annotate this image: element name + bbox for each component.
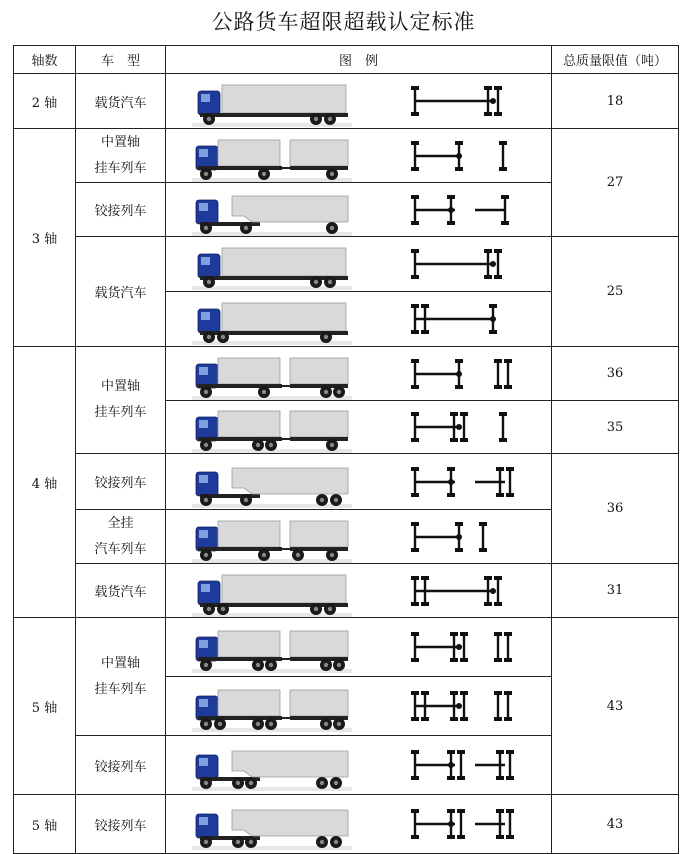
weight-limit: 35 <box>552 401 679 454</box>
header-type: 车 型 <box>76 46 166 74</box>
vehicle-figure <box>166 454 552 510</box>
vehicle-figure <box>166 292 552 347</box>
header-figure: 图 例 <box>166 46 552 74</box>
weight-limit: 43 <box>552 795 679 854</box>
truck-rendering-icon <box>192 401 352 453</box>
vehicle-type: 载货汽车 <box>76 74 166 129</box>
articulated-5axle-icon <box>405 739 525 791</box>
table-header-row <box>14 46 679 74</box>
vehicle-figure <box>166 677 552 736</box>
axle-count: 2 轴 <box>14 74 76 129</box>
axle-count: 5 轴 <box>14 618 76 795</box>
page-title: 公路货车超限超载认定标准 <box>211 10 476 34</box>
axle-count: 4 轴 <box>14 347 76 618</box>
truck-rendering-icon <box>192 184 352 236</box>
truck-rendering-icon <box>192 511 352 563</box>
vehicle-figure <box>166 795 552 854</box>
center-axle-trailer-5axle-b-icon <box>405 680 525 732</box>
vehicle-figure <box>166 401 552 454</box>
vehicle-figure <box>166 510 552 564</box>
vehicle-figure <box>166 237 552 292</box>
truck-rendering-icon <box>192 456 352 508</box>
articulated-3axle-icon <box>405 184 525 236</box>
vehicle-figure <box>166 183 552 237</box>
vehicle-type: 铰接列车 <box>76 183 166 237</box>
articulated-5axle-b-icon <box>405 798 525 850</box>
weight-limit: 25 <box>552 237 679 347</box>
table-row <box>14 795 679 854</box>
full-trailer-4axle-icon <box>405 511 525 563</box>
axle-count: 3 轴 <box>14 129 76 347</box>
truck-rendering-icon <box>192 348 352 400</box>
vehicle-figure <box>166 618 552 677</box>
rigid-truck-2axle-icon <box>405 75 525 127</box>
vehicle-figure <box>166 129 552 183</box>
vehicle-figure <box>166 347 552 401</box>
rigid-truck-4axle-icon <box>405 565 525 617</box>
truck-rendering-icon <box>192 798 352 850</box>
center-axle-trailer-4axle-icon <box>405 348 525 400</box>
header-limit: 总质量限值（吨） <box>552 46 679 74</box>
axle-count: 5 轴 <box>14 795 76 854</box>
table-row <box>14 129 679 183</box>
table-row <box>14 454 679 510</box>
weight-limit: 43 <box>552 618 679 795</box>
vehicle-type: 中置轴 挂车列车 <box>76 618 166 736</box>
table-row <box>14 564 679 618</box>
vehicle-type: 载货汽车 <box>76 564 166 618</box>
weight-limit: 18 <box>552 74 679 129</box>
truck-rendering-icon <box>192 621 352 673</box>
weight-limit: 36 <box>552 347 679 401</box>
vehicle-type: 铰接列车 <box>76 736 166 795</box>
truck-rendering-icon <box>192 238 352 290</box>
table-row <box>14 618 679 677</box>
truck-rendering-icon <box>192 130 352 182</box>
vehicle-figure <box>166 74 552 129</box>
weight-limit: 31 <box>552 564 679 618</box>
rigid-truck-3axle-twin-steer-icon <box>405 293 525 345</box>
vehicle-type: 中置轴 挂车列车 <box>76 129 166 183</box>
overload-standard-table <box>13 45 679 854</box>
truck-rendering-icon <box>192 293 352 345</box>
rigid-truck-3axle-tandem-icon <box>405 238 525 290</box>
vehicle-type: 铰接列车 <box>76 795 166 854</box>
vehicle-figure <box>166 564 552 618</box>
truck-rendering-icon <box>192 75 352 127</box>
truck-rendering-icon <box>192 565 352 617</box>
vehicle-type: 中置轴 挂车列车 <box>76 347 166 454</box>
vehicle-type: 载货汽车 <box>76 237 166 347</box>
center-axle-trailer-5axle-icon <box>405 621 525 673</box>
weight-limit: 27 <box>552 129 679 237</box>
articulated-4axle-icon <box>405 456 525 508</box>
table-row <box>14 347 679 401</box>
truck-rendering-icon <box>192 680 352 732</box>
vehicle-figure <box>166 736 552 795</box>
weight-limit: 36 <box>552 454 679 564</box>
truck-rendering-icon <box>192 739 352 791</box>
center-axle-trailer-4axle-b-icon <box>405 401 525 453</box>
vehicle-type: 铰接列车 <box>76 454 166 510</box>
table-row <box>14 74 679 129</box>
center-axle-trailer-3axle-icon <box>405 130 525 182</box>
table-row <box>14 237 679 292</box>
vehicle-type: 全挂 汽车列车 <box>76 510 166 564</box>
header-axles: 轴数 <box>14 46 76 74</box>
